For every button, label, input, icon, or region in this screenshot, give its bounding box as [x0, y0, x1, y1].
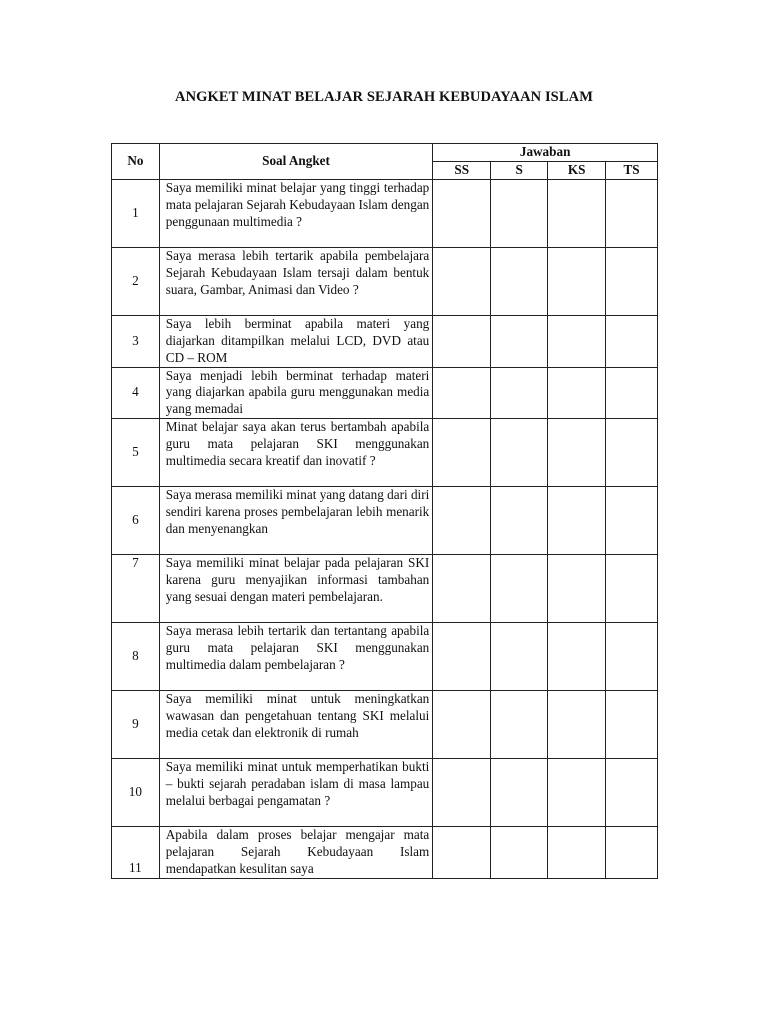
header-answer-group: Jawaban: [433, 144, 658, 162]
answer-cell-ts[interactable]: [606, 487, 658, 555]
question-text: Saya memiliki minat belajar pada pelajaran SKI karena guru menyajikan informasi tambahan yang sesuai dengan materi pembelajaran.: [159, 555, 433, 623]
row-number: 4: [112, 367, 160, 419]
answer-cell-s[interactable]: [491, 691, 548, 759]
question-text: Saya merasa lebih tertarik dan tertantang apabila guru mata pelajaran SKI menggunakan multimedia dalam pembelajaran ?: [159, 623, 433, 691]
answer-cell-ts[interactable]: [606, 367, 658, 419]
answer-cell-ss[interactable]: [433, 247, 491, 315]
table-row: [112, 827, 658, 879]
answer-cell-ss[interactable]: [433, 759, 491, 827]
answer-cell-s[interactable]: [491, 179, 548, 247]
answer-cell-s[interactable]: [491, 827, 548, 879]
question-text: Saya menjadi lebih berminat terhadap materi yang diajarkan apabila guru menggunakan media yang memadai: [159, 367, 433, 419]
table-row: [112, 487, 658, 555]
question-text: Apabila dalam proses belajar mengajar mata pelajaran Sejarah Kebudayaan Islam mendapatkan kesulitan saya: [159, 827, 433, 879]
question-text: Saya merasa lebih tertarik apabila pembelajara Sejarah Kebudayaan Islam tersaji dalam bentuk suara, Gambar, Animasi dan Video ?: [159, 247, 433, 315]
question-text: Saya memiliki minat untuk memperhatikan bukti – bukti sejarah peradaban islam di masa lampau melalui berbagai pengamatan ?: [159, 759, 433, 827]
answer-cell-ss[interactable]: [433, 419, 491, 487]
header-option-ss: SS: [433, 161, 491, 179]
table-row: [112, 555, 658, 623]
table-row: [112, 367, 658, 419]
answer-cell-ts[interactable]: [606, 419, 658, 487]
table-row: [112, 315, 658, 367]
question-text: Minat belajar saya akan terus bertambah apabila guru mata pelajaran SKI menggunakan multimedia secara kreatif dan inovatif ?: [159, 419, 433, 487]
answer-cell-ss[interactable]: [433, 487, 491, 555]
row-number: 1: [112, 179, 160, 247]
answer-cell-s[interactable]: [491, 367, 548, 419]
answer-cell-ss[interactable]: [433, 827, 491, 879]
row-number: 6: [112, 487, 160, 555]
answer-cell-ks[interactable]: [548, 247, 606, 315]
answer-cell-ts[interactable]: [606, 247, 658, 315]
answer-cell-ss[interactable]: [433, 367, 491, 419]
answer-cell-ks[interactable]: [548, 759, 606, 827]
row-number: 7: [112, 555, 160, 623]
table-row: [112, 419, 658, 487]
answer-cell-ks[interactable]: [548, 315, 606, 367]
answer-cell-s[interactable]: [491, 247, 548, 315]
answer-cell-s[interactable]: [491, 419, 548, 487]
answer-cell-ts[interactable]: [606, 623, 658, 691]
table-row: [112, 691, 658, 759]
answer-cell-ks[interactable]: [548, 487, 606, 555]
answer-cell-ts[interactable]: [606, 691, 658, 759]
row-number: 8: [112, 623, 160, 691]
table-row: [112, 247, 658, 315]
row-number: 10: [112, 759, 160, 827]
answer-cell-ts[interactable]: [606, 759, 658, 827]
answer-cell-ss[interactable]: [433, 691, 491, 759]
header-question: Soal Angket: [159, 144, 433, 180]
answer-cell-ks[interactable]: [548, 555, 606, 623]
question-text: Saya lebih berminat apabila materi yang diajarkan ditampilkan melalui LCD, DVD atau CD – ROM: [159, 315, 433, 367]
answer-cell-s[interactable]: [491, 315, 548, 367]
answer-cell-s[interactable]: [491, 555, 548, 623]
answer-cell-s[interactable]: [491, 759, 548, 827]
answer-cell-ks[interactable]: [548, 419, 606, 487]
answer-cell-ts[interactable]: [606, 827, 658, 879]
header-option-s: S: [491, 161, 548, 179]
answer-cell-ks[interactable]: [548, 179, 606, 247]
table-row: [112, 759, 658, 827]
survey-table: [111, 143, 658, 879]
table-row: [112, 623, 658, 691]
question-text: Saya memiliki minat belajar yang tinggi terhadap mata pelajaran Sejarah Kebudayaan Islam dengan penggunaan multimedia ?: [159, 179, 433, 247]
row-number: 11: [112, 827, 160, 879]
answer-cell-s[interactable]: [491, 623, 548, 691]
answer-cell-ss[interactable]: [433, 179, 491, 247]
answer-cell-ts[interactable]: [606, 555, 658, 623]
answer-cell-ts[interactable]: [606, 179, 658, 247]
page-title: ANGKET MINAT BELAJAR SEJARAH KEBUDAYAAN ISLAM: [175, 89, 593, 105]
row-number: 3: [112, 315, 160, 367]
answer-cell-ks[interactable]: [548, 367, 606, 419]
table-row: [112, 179, 658, 247]
question-text: Saya merasa memiliki minat yang datang dari diri sendiri karena proses pembelajaran lebih menarik dan menyenangkan: [159, 487, 433, 555]
answer-cell-ts[interactable]: [606, 315, 658, 367]
answer-cell-ks[interactable]: [548, 691, 606, 759]
answer-cell-s[interactable]: [491, 487, 548, 555]
answer-cell-ks[interactable]: [548, 827, 606, 879]
answer-cell-ss[interactable]: [433, 623, 491, 691]
row-number: 5: [112, 419, 160, 487]
question-text: Saya memiliki minat untuk meningkatkan wawasan dan pengetahuan tentang SKI melalui media cetak dan elektronik di rumah: [159, 691, 433, 759]
header-option-ks: KS: [548, 161, 606, 179]
answer-cell-ks[interactable]: [548, 623, 606, 691]
answer-cell-ss[interactable]: [433, 555, 491, 623]
header-no: No: [112, 144, 160, 180]
answer-cell-ss[interactable]: [433, 315, 491, 367]
row-number: 9: [112, 691, 160, 759]
row-number: 2: [112, 247, 160, 315]
header-option-ts: TS: [606, 161, 658, 179]
